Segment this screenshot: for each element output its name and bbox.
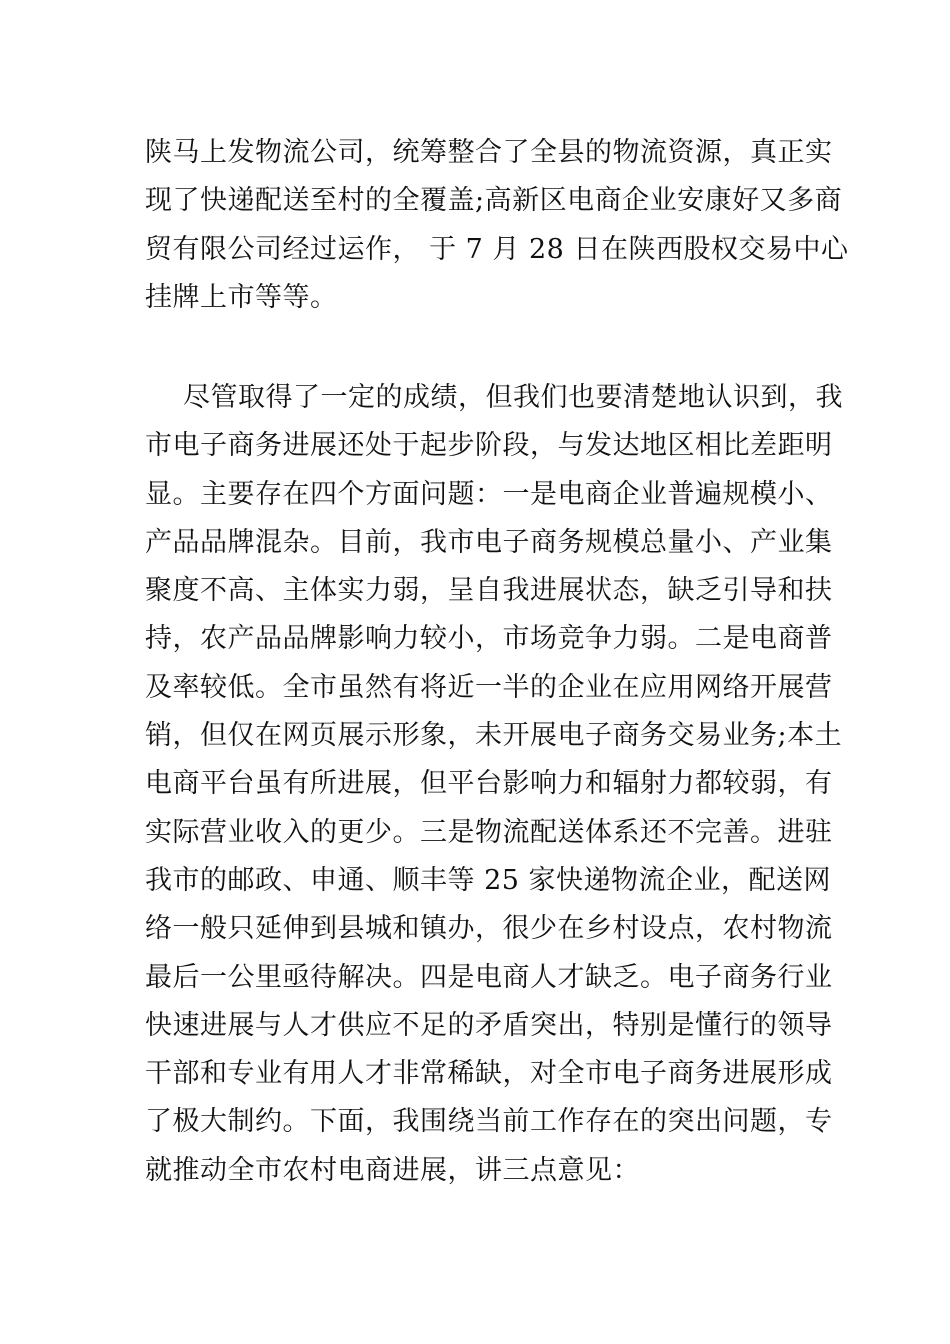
paragraph-2-line: 快速进展与人才供应不足的矛盾突出，特别是懂行的领导 bbox=[145, 1009, 833, 1041]
paragraph-2-line: 聚度不高、主体实力弱，呈自我进展状态，缺乏引导和扶 bbox=[145, 575, 833, 607]
paragraph-2-line: 电商平台虽有所进展，但平台影响力和辐射力都较弱，有 bbox=[145, 768, 833, 800]
paragraph-2 bbox=[145, 374, 843, 1195]
paragraph-2-line: 显。主要存在四个方面问题：一是电商企业普遍规模小、 bbox=[145, 478, 833, 510]
paragraph-2-line: 最后一公里亟待解决。四是电商人才缺乏。电子商务行业 bbox=[145, 961, 833, 993]
paragraph-1-line: 挂牌上市等等。 bbox=[145, 281, 338, 313]
paragraph-2-line: 络一般只延伸到县城和镇办，很少在乡村设点，农村物流 bbox=[145, 913, 833, 945]
paragraph-2-line: 市电子商务进展还处于起步阶段，与发达地区相比差距明 bbox=[145, 430, 833, 462]
paragraph-1-line: 现了快递配送至村的全覆盖;高新区电商企业安康好又多商 bbox=[145, 185, 843, 217]
paragraph-2-line: 实际营业收入的更少。三是物流配送体系还不完善。进驻 bbox=[145, 816, 833, 848]
paragraph-2-line: 及率较低。全市虽然有将近一半的企业在应用网络开展营 bbox=[145, 671, 833, 703]
paragraph-2-line: 我市的邮政、申通、顺丰等 25 家快递物流企业，配送网 bbox=[145, 864, 832, 896]
paragraph-2-line: 了极大制约。下面，我围绕当前工作存在的突出问题，专 bbox=[145, 1106, 833, 1138]
paragraph-2-line: 产品品牌混杂。目前，我市电子商务规模总量小、产业集 bbox=[145, 526, 833, 558]
paragraph-1-line: 贸有限公司经过运作， 于 7 月 28 日在陕西股权交易中心 bbox=[145, 233, 849, 265]
paragraph-1-line: 陕马上发物流公司，统筹整合了全县的物流资源，真正实 bbox=[145, 137, 833, 168]
paragraph-1 bbox=[145, 129, 849, 322]
paragraph-2-line: 尽管取得了一定的成绩，但我们也要清楚地认识到，我 bbox=[183, 382, 843, 413]
paragraph-2-line: 干部和专业有用人才非常稀缺，对全市电子商务进展形成 bbox=[145, 1058, 833, 1090]
paragraph-2-line: 销，但仅在网页展示形象，未开展电子商务交易业务;本土 bbox=[145, 720, 843, 752]
paragraph-2-line: 持，农产品品牌影响力较小，市场竞争力弱。二是电商普 bbox=[145, 623, 833, 655]
paragraph-2-line: 就推动全市农村电商进展，讲三点意见： bbox=[145, 1154, 640, 1186]
